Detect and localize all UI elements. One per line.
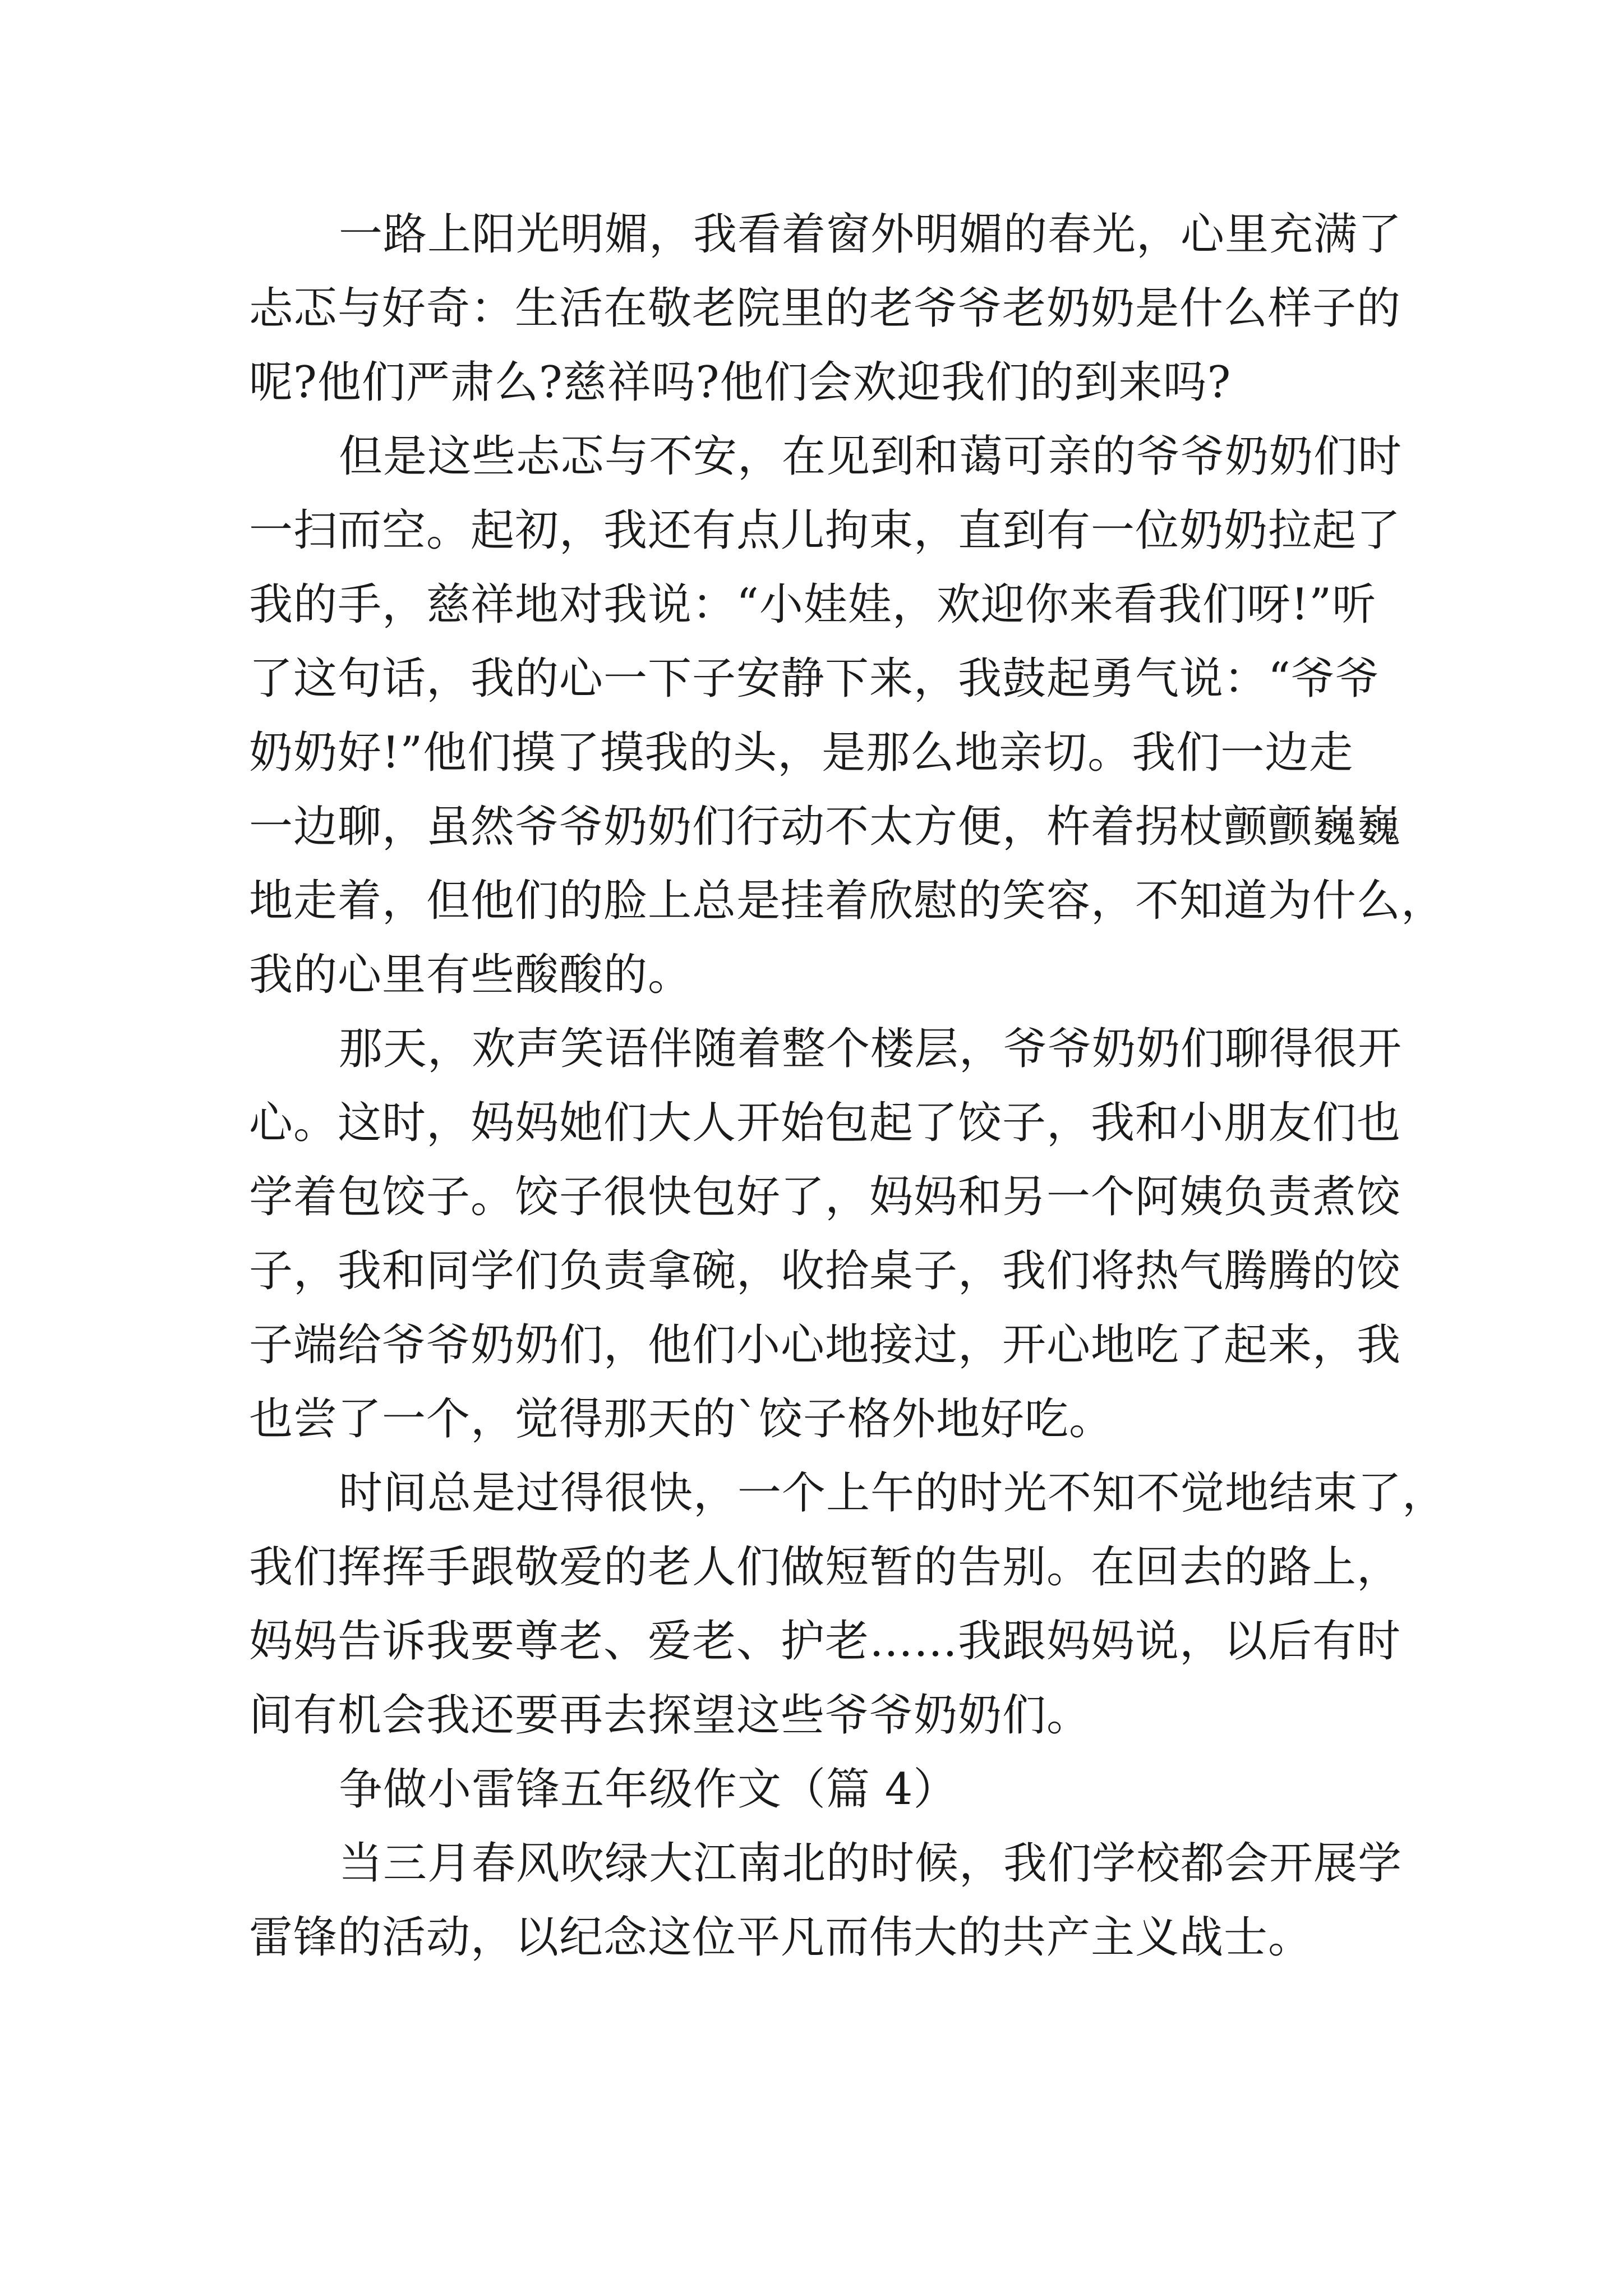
text-line: 也尝了一个，觉得那天的`饺子格外地好吃。	[249, 1394, 1114, 1444]
text-line: 忐忑与好奇：生活在敬老院里的老爷爷老奶奶是什么样子的	[249, 283, 1401, 334]
text-line: 子，我和同学们负责拿碗，收拾桌子，我们将热气腾腾的饺	[249, 1246, 1401, 1296]
text-line: 心。这时，妈妈她们大人开始包起了饺子，我和小朋友们也	[249, 1098, 1401, 1148]
text-line: 我们挥挥手跟敬爱的老人们做短暂的告别。在回去的路上，	[249, 1542, 1401, 1593]
paragraph-dumplings	[249, 1012, 1403, 1456]
text-line: 时间总是过得很快，一个上午的时光不知不觉地结束了，	[339, 1468, 1447, 1519]
text-line: 那天，欢声笑语伴随着整个楼层，爷爷奶奶们聊得很开	[339, 1024, 1403, 1074]
text-line: 一边聊，虽然爷爷奶奶们行动不太方便，杵着拐杖颤颤巍巍	[249, 802, 1401, 852]
text-line: 地走着，但他们的脸上总是挂着欣慰的笑容，不知道为什么，	[249, 876, 1446, 926]
text-line: 我的手，慈祥地对我说：“小娃娃，欢迎你来看我们呀!”听	[249, 579, 1377, 630]
document-body	[249, 197, 1447, 1975]
text-line: 一路上阳光明媚，我看着窗外明媚的春光，心里充满了	[339, 209, 1403, 260]
text-line: 妈妈告诉我要尊老、爱老、护老……我跟妈妈说，以后有时	[249, 1616, 1401, 1667]
text-line: 学着包饺子。饺子很快包好了，妈妈和另一个阿姨负责煮饺	[249, 1172, 1401, 1222]
text-line: 奶奶好!”他们摸了摸我的头，是那么地亲切。我们一边走	[249, 728, 1354, 778]
text-line: 我的心里有些酸酸的。	[249, 950, 693, 1000]
paragraph-lei-feng-activity	[249, 1826, 1403, 1975]
section-heading	[249, 1752, 1376, 1826]
text-line: 呢?他们严肃么?慈祥吗?他们会欢迎我们的到来吗?	[249, 357, 1232, 408]
text-line: 间有机会我还要再去探望这些爷爷奶奶们。	[249, 1690, 1091, 1741]
heading-line: 争做小雷锋五年级作文（篇 4）	[339, 1764, 958, 1815]
paragraph-meeting-elders	[249, 420, 1446, 1012]
text-line: 一扫而空。起初，我还有点儿拘束，直到有一位奶奶拉起了	[249, 505, 1401, 556]
text-line: 子端给爷爷奶奶们，他们小心地接过，开心地吃了起来，我	[249, 1320, 1401, 1370]
text-line: 当三月春风吹绿大江南北的时候，我们学校都会开展学	[339, 1838, 1403, 1889]
text-line: 但是这些忐忑与不安，在见到和蔼可亲的爷爷奶奶们时	[339, 431, 1403, 482]
text-line: 雷锋的活动，以纪念这位平凡而伟大的共产主义战士。	[249, 1912, 1313, 1963]
text-line: 了这句话，我的心一下子安静下来，我鼓起勇气说：“爷爷	[249, 654, 1380, 704]
paragraph-visit-anticipation	[249, 197, 1403, 420]
paragraph-farewell	[249, 1456, 1447, 1752]
